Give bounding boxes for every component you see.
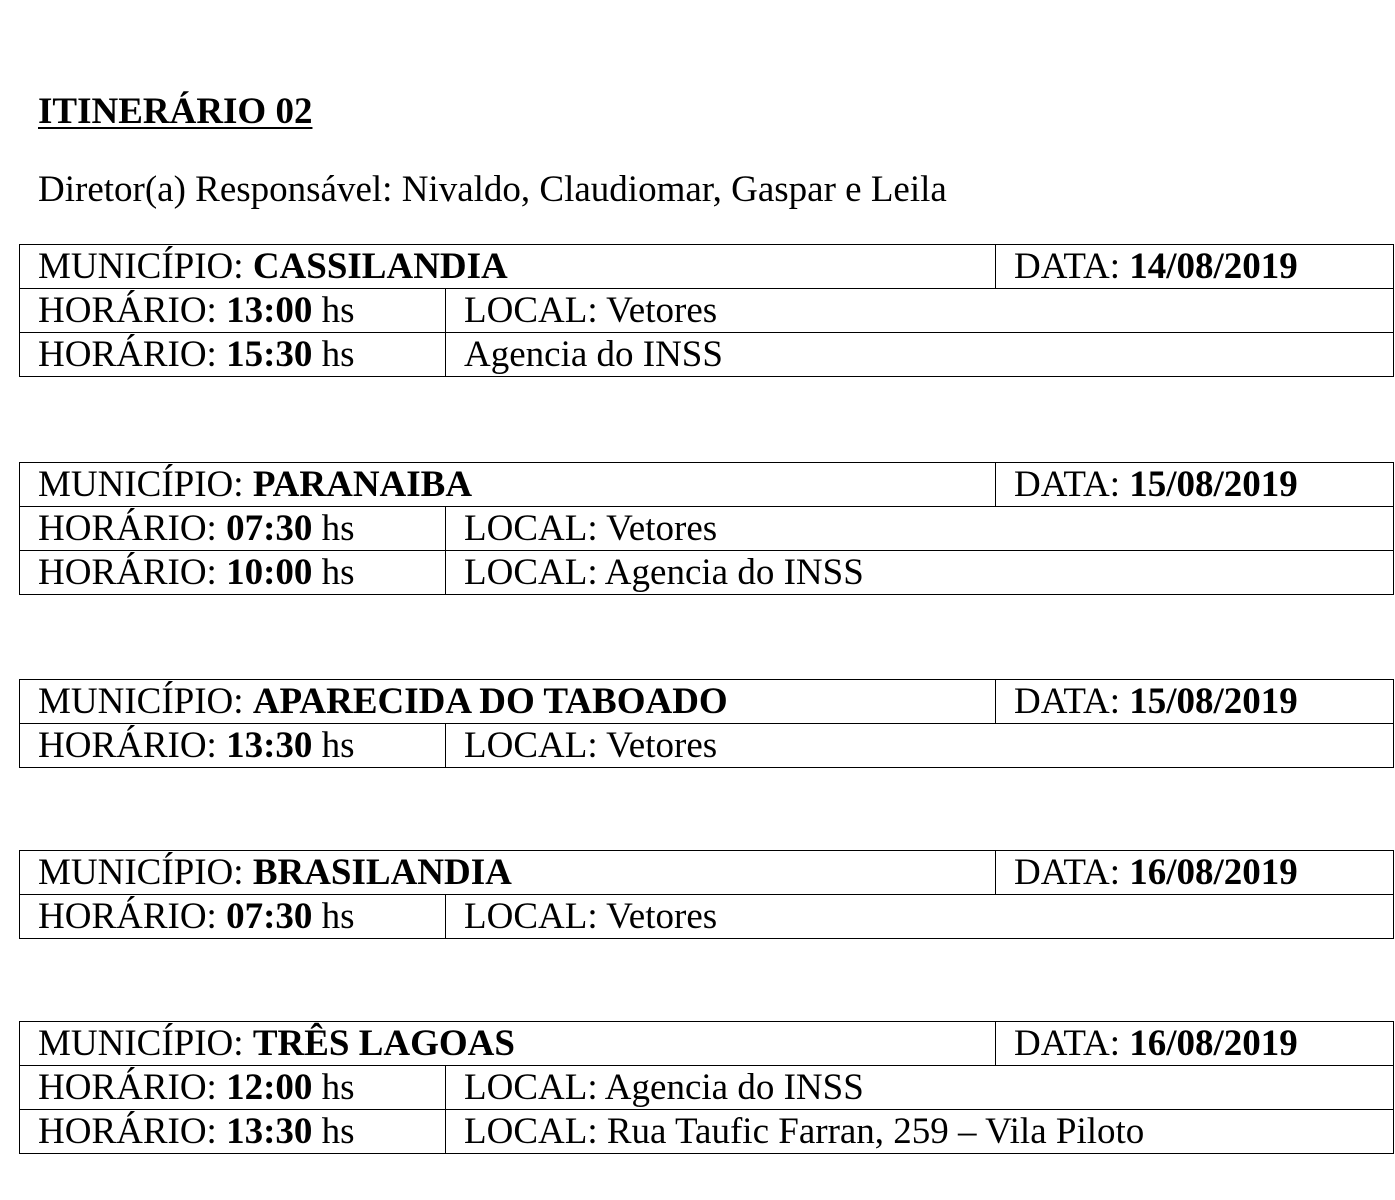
schedule-row: [20, 895, 1394, 939]
municipio-row: [20, 1022, 1394, 1066]
municipio-cell: [20, 680, 996, 724]
time-cell: [20, 333, 446, 377]
time-cell: [20, 1066, 446, 1110]
date-value: 15/08/2019: [1129, 681, 1298, 722]
local-cell: LOCAL: Agencia do INSS: [446, 1066, 1394, 1110]
time-value: 15:30: [226, 334, 313, 375]
local-cell: LOCAL: Rua Taufic Farran, 259 – Vila Piloto: [446, 1110, 1394, 1154]
date-cell: [996, 851, 1394, 895]
date-value: 16/08/2019: [1129, 852, 1298, 893]
municipio-label: MUNICÍPIO:: [38, 681, 253, 722]
schedule-row: [20, 333, 1394, 377]
time-label: HORÁRIO:: [38, 290, 227, 331]
municipio-name: PARANAIBA: [252, 464, 473, 505]
municipio-row: [20, 463, 1394, 507]
time-value: 13:30: [226, 725, 313, 766]
time-value: 07:30: [226, 896, 313, 937]
time-cell: [20, 289, 446, 333]
responsible-directors: Diretor(a) Responsável: Nivaldo, Claudiomar, Gaspar e Leila: [38, 169, 947, 210]
itinerary-table: [19, 850, 1394, 939]
time-value: 10:00: [226, 552, 313, 593]
municipio-name: APARECIDA DO TABOADO: [252, 681, 728, 722]
time-label: HORÁRIO:: [38, 1067, 227, 1108]
date-value: 14/08/2019: [1129, 246, 1298, 287]
time-unit: hs: [312, 725, 355, 766]
municipio-row: [20, 851, 1394, 895]
time-cell: [20, 551, 446, 595]
time-cell: [20, 895, 446, 939]
time-label: HORÁRIO:: [38, 334, 227, 375]
municipio-row: [20, 680, 1394, 724]
time-value: 13:30: [226, 1111, 313, 1152]
municipio-name: BRASILANDIA: [252, 852, 512, 893]
date-cell: [996, 245, 1394, 289]
time-unit: hs: [312, 1067, 355, 1108]
schedule-row: [20, 1110, 1394, 1154]
itinerary-table: [19, 244, 1394, 377]
time-unit: hs: [312, 334, 355, 375]
document-title: ITINERÁRIO 02: [38, 91, 313, 132]
time-unit: hs: [312, 552, 355, 593]
time-value: 13:00: [226, 290, 313, 331]
itinerary-table: [19, 679, 1394, 768]
date-cell: [996, 463, 1394, 507]
itinerary-table: [19, 1021, 1394, 1154]
date-label: DATA:: [1014, 681, 1130, 722]
time-label: HORÁRIO:: [38, 725, 227, 766]
municipio-cell: [20, 463, 996, 507]
municipio-label: MUNICÍPIO:: [38, 852, 253, 893]
date-value: 15/08/2019: [1129, 464, 1298, 505]
municipio-label: MUNICÍPIO:: [38, 1023, 253, 1064]
time-cell: [20, 1110, 446, 1154]
time-unit: hs: [312, 508, 355, 549]
date-label: DATA:: [1014, 246, 1130, 287]
municipio-label: MUNICÍPIO:: [38, 464, 253, 505]
time-cell: [20, 507, 446, 551]
local-cell: Agencia do INSS: [446, 333, 1394, 377]
municipio-cell: [20, 1022, 996, 1066]
time-value: 12:00: [226, 1067, 313, 1108]
date-cell: [996, 680, 1394, 724]
itinerary-table: [19, 462, 1394, 595]
local-cell: LOCAL: Vetores: [446, 895, 1394, 939]
date-cell: [996, 1022, 1394, 1066]
municipio-label: MUNICÍPIO:: [38, 246, 253, 287]
time-cell: [20, 724, 446, 768]
time-unit: hs: [312, 1111, 355, 1152]
schedule-row: [20, 289, 1394, 333]
municipio-cell: [20, 851, 996, 895]
municipio-name: CASSILANDIA: [252, 246, 508, 287]
schedule-row: [20, 507, 1394, 551]
municipio-cell: [20, 245, 996, 289]
municipio-name: TRÊS LAGOAS: [252, 1023, 515, 1064]
time-unit: hs: [312, 896, 355, 937]
date-label: DATA:: [1014, 852, 1130, 893]
time-label: HORÁRIO:: [38, 508, 227, 549]
time-label: HORÁRIO:: [38, 1111, 227, 1152]
schedule-row: [20, 724, 1394, 768]
date-value: 16/08/2019: [1129, 1023, 1298, 1064]
local-cell: LOCAL: Vetores: [446, 724, 1394, 768]
schedule-row: [20, 551, 1394, 595]
time-label: HORÁRIO:: [38, 552, 227, 593]
date-label: DATA:: [1014, 1023, 1130, 1064]
time-unit: hs: [312, 290, 355, 331]
local-cell: LOCAL: Vetores: [446, 289, 1394, 333]
time-value: 07:30: [226, 508, 313, 549]
municipio-row: [20, 245, 1394, 289]
time-label: HORÁRIO:: [38, 896, 227, 937]
date-label: DATA:: [1014, 464, 1130, 505]
schedule-row: [20, 1066, 1394, 1110]
local-cell: LOCAL: Agencia do INSS: [446, 551, 1394, 595]
local-cell: LOCAL: Vetores: [446, 507, 1394, 551]
